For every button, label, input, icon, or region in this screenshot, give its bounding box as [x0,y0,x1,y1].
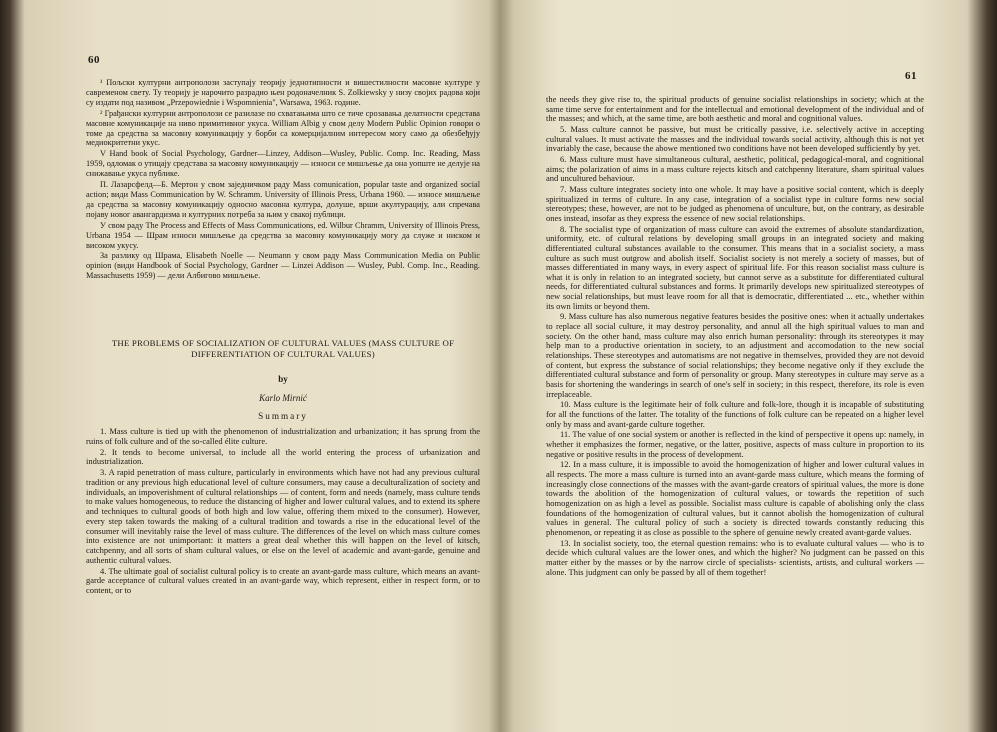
paragraph: 5. Mass culture cannot be passive, but must be critically passive, i.e. selectively active in accepting cultural values. It must activate the masses and the individual towards social activity, although this is not yet invariably the case, because the abowe mentioned two conditions have not been developed sufficiently by yet. [546,123,924,154]
paragraph: the needs they give rise to, the spiritual products of genuine socialist relationships in society; which at the same time serve for entertainment and for the intellectual and emotional development of the individual and of the masses; and which, at the same time, are both aesthetic and moral and cognitional values. [546,94,924,124]
article-author: Karlo Mirnić [259,393,307,403]
footnote: ² Грађански културни антрополози се разилазе по схватањима што се тиче срозавања делатности средстава масовне комуникације на ниво примитивног укуса. William Albig у свом делу Modern Public Opinion говори о томе да средства за масовну комуникацију у борби са комерцијалним интересом могу само да обезбеђују медиокритетни укус. [86,108,480,148]
footnote: ¹ Пољски културни антрополози заступају теорију једнотипности и вишестилности масовне културе у савременом свету. Ту теорију је нарочито разрадио њен родоначелник S. Zolkiewsky у низу својих радова који су издати под називом „Przepowiednie i Wspomnienia", Warsawa, 1963. године. [86,78,480,107]
paragraph: 2. It tends to become universal, to include all the world entering the process of urbanization and industrialization. [86,446,480,467]
page-number-right: 61 [905,70,917,82]
paragraph: 7. Mass culture integrates society into one whole. It may have a positive social content, which is deeply spiritualized in terms of culture. In any case, integration of a socialist type in culture forms new social stereotypes; these, however, are not to be judged as phenomena of unculture, but, on the contrary, as desirable ones instead, insofar as they express the essence of new social relationships. [546,183,924,223]
footnote: V Hand book of Social Psychology, Gardner—Linzey, Addison—Wusley, Public. Comp. Inc. Reading, Mass 1959, одломак о утицају средстава за масовну комуникацију — износи се мишљење да она уопште не делује на снижавање укуса публике. [86,149,480,179]
footnote: У свом раду The Process and Effects of Mass Communications, ed. Wilbur Chramm, University of Illinois Press, Urbana 1954 — Шрам износи мишљење да средства за масовну комуникацију могу да служе и ниском и високом укусу. [86,220,480,250]
paragraph: 13. In socialist society, too, the eternal question remains: who is to evaluate cultural values — who is to decide which cultural values are the lower ones, and which the higher? No judgment can be passed on this matter either by the masses or by the narrow circle of specialists- scientists, artists, and cultural workers — alone. This judgment can only be passed by all of them together! [546,537,924,577]
page-number-left: 60 [88,54,100,66]
footnote: П. Лазарсфелд—Б. Мертон у свом заједничком раду Mass comunication, popular taste and organized social action; види Mass Communication by W. Schramm. University of Illinois Press, Urbana 1960. — износе мишљење да средства за масовну комуникацију односно масовна култура, долуше, врши акултурацију, али спречава појаву новог авангардизма и културних потреба за њим у свакој публици. [86,180,480,219]
right-page [500,0,997,732]
article-title: THE PROBLEMS OF SOCIALIZATION OF CULTURAL VALUES (MASS CULTURE OF DIFFERENTIATION OF CULTURAL VALUES) [111,338,455,359]
footnote: За разлику од Шрама, Elisabeth Noelle — Neumann у свом раду Mass Communication Media on Public opinion (види Handbook of Social Psychology, Gardner — Linzei Addison — Wusley, Publ. Comp. Inc., Reading. Massachusetts 1959) — дели Албигово мишљење. [86,251,480,281]
left-page [0,0,498,732]
summary-heading: Summary [258,411,308,421]
paragraph: 9. Mass culture has also numerous negative features besides the positive ones: when it actually undertakes to replace all social culture, it may destroy personality, and annul all the high spiritual values to man and society. On the other hand, mass culture may also enrich human personality: through its stereotypes it may help man to a productive orientation in society, to an adjustment and accomodation to the new social relationships. These stereotypes and automatisms are not negative in themselves, provided they are not devoid of content, but express the substance of social relationships; they become negative only if they exclude the differentiated cultural substance and form of personality or group. Many stereotypes in culture may serve as a basis for shortening the wanderings in search of one's self in society; in this respect, therefore, its role is even irreplaceable. [546,311,924,399]
paragraph: 1. Mass culture is tied up with the phenomenon of industrialization and urbanization; it has sprung from the ruins of folk culture and of the so-called élite culture. [86,426,480,446]
paragraph: 12. In a mass culture, it is impossible to avoid the homogenization of higher and lower cultural values in all respects. The more a mass culture is turned into an avant-garde mass culture, which means the forming of increasingly close connections of the masses with the avant-garde creators of spiritual values, the more is done towards the abolition of the homogenization of cultural values, or towards the repetition of such homogenization on as high a level as possible. Socialist mass culture is capable of abolishing only the class foundations of the homogenization of cultural values, but it cannot abolish the homogenization of cultural values in general. The cultural policy of such a society is directed towards constantly reducing this phenomenon, or repeating it as close as possible to the sphere of genuine newly created avant-garde values. [546,459,924,537]
paragraph: 4. The ultimate goal of socialist cultural policy is to create an avant-garde mass culture, which means an avant-garde acceptance of cultural values created in an avant-garde way, which represent, either in respect form, or to content, or to [86,565,480,595]
summary-body-left [86,427,480,596]
article-summary [86,338,480,597]
paragraph: 6. Mass culture must have simultaneous cultural, aesthetic, political, pedagogical-moral, and cognitional aims; the polarization of aims in a mass culture rejects kitsch and catchpenny literature, sham spiritual values and uncultured behaviour. [546,153,924,184]
article-by: by [278,374,288,384]
paragraph: 3. A rapid penetration of mass culture, particularly in environments which have not had any previous cultural tradition or any previous high educational level of culture consumers, may cause a deculturalization of society and individuals, an impoverishment of cultural relationships — of content, form and needs (namely, mass culture tends to make values homogeneous, to reduce the distancing of higher and lower cultural values, and to extend its sphere and techniques to cultural goods of both high and low value, offering them mixed to the consumer). However, every step taken towards the making of a cultural tradition and towards a rise in the educational level of the consumer will inevitably raise the level of mass culture. The differences of the level on which mass culture comes into existence are not unimportant: it matters a great deal whether this will happen on the level of kitsch, catchpenny, and all sorts of sham cultural values, or else on the level of academic and avant-garde, genuine and authentic cultural values. [86,467,480,565]
paragraph: 11. The value of one social system or another is reflected in the kind of perspective it opens up: namely, in whether it emphasizes the former, negative, or the latter, positive, aspects of mass culture in proportion to its negative or positive results in the process of development. [546,429,924,459]
footnotes [86,78,480,282]
paragraph: 10. Mass culture is the legitimate heir of folk culture and folk-lore, though it is incapable of substituting for all the functions of the latter. The totality of the functions of folk culture can be repeated on a higher level only by mass and avant-garde culture together. [546,399,924,429]
summary-body-right [546,95,924,578]
paragraph: 8. The socialist type of organization of mass culture can avoid the extremes of absolute standardization, uniformity, etc. of cultural relations by developing small groups in an integrated society and making differentiated cultural substances available to the consumer. This means that in a socialist society, a mass culture as such must outgrow and abolish itself. Socialist society is not merely a society of masses, but of masses differentiated in many ways, in every aspect of spiritual life. For this reason socialist mass culture is what it is only in relation to an integrated society, but cannot serve as a substitute for differentiated cultural needs, for differentiated cultural substances and forms. It primarily develops new spiritualized stereotypes of new social relationships, but must leave room for all that is democratic, differentiated ... etc., whether within its own limits or beyond them. [546,223,924,311]
